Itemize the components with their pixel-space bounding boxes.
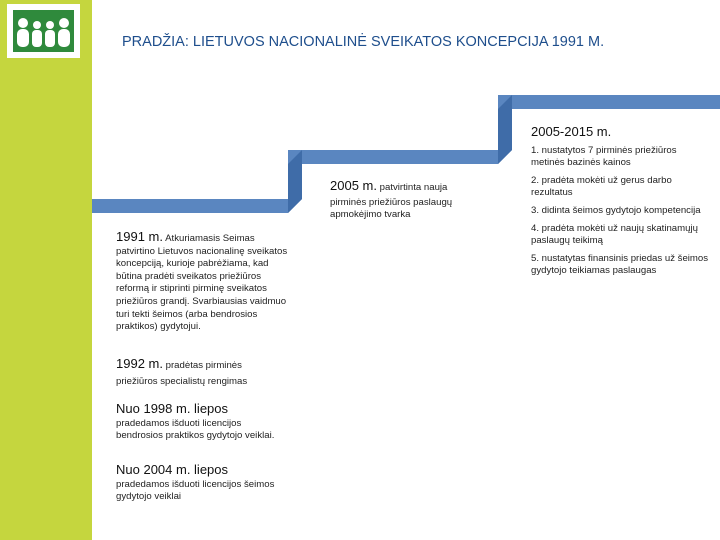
step-1991	[92, 199, 288, 213]
page-title: PRADŽIA: LIETUVOS NACIONALINĖ SVEIKATOS KONCEPCIJA 1991 M.	[122, 34, 605, 50]
block-2005-2015	[531, 126, 711, 283]
block-2004	[116, 464, 288, 504]
text-2005: pirminės priežiūros paslaugų apmokėjimo tvarka	[330, 196, 453, 221]
step-2005	[302, 150, 498, 164]
text-1992: priežiūros specialistų rengimas	[116, 375, 248, 387]
list-item: 3. didinta šeimos gydytojo kompetencija	[531, 204, 701, 216]
year-2005: 2005 m.	[330, 178, 377, 193]
text-1991-lead: Atkuriamasis Seimas	[165, 233, 255, 244]
year-1998: Nuo 1998 m. liepos	[116, 401, 229, 416]
block-2005	[330, 180, 498, 222]
text-1991: patvirtino Lietuvos nacionalinę sveikatos koncepciją, kurioje pabrėžiama, kad būtina pradėti sveikatos priežiūros reformą ir stiprinti pirminę sveikatos priežiūros grandį. Svarbiausias vaidmuo turi tekti šeimos (arba bendrosios praktikos) gydytojui.	[116, 245, 288, 333]
text-1992-lead: pradėtas pirminės	[165, 360, 242, 371]
block-1998	[116, 403, 288, 443]
year-2005-2015: 2005-2015 m.	[531, 124, 612, 139]
text-2005-lead: patvirtinta nauja	[379, 182, 448, 193]
step-2005-2015	[512, 95, 720, 109]
list-item: 2. pradėta mokėti už gerus darbo rezultatus	[531, 174, 672, 199]
block-1991	[116, 231, 288, 334]
year-2004: Nuo 2004 m. liepos	[116, 462, 229, 477]
year-1992: 1992 m.	[116, 356, 163, 371]
year-1991: 1991 m.	[116, 229, 163, 244]
list-item: 4. pradėta mokėti už naujų skatinamųjų paslaugų teikimą	[531, 222, 698, 247]
list-item: 1. nustatytos 7 pirminės priežiūros metinės bazinės kainos	[531, 144, 677, 169]
text-1998: pradedamos išduoti licencijos bendrosios praktikos gydytojo veiklai.	[116, 417, 275, 442]
list-item: 5. nustatytas finansinis priedas už šeimos gydytojo teikiamas paslaugas	[531, 252, 709, 277]
text-2004: pradedamos išduoti licencijos šeimos gydytojo veiklai	[116, 478, 275, 503]
block-1992	[116, 358, 288, 388]
